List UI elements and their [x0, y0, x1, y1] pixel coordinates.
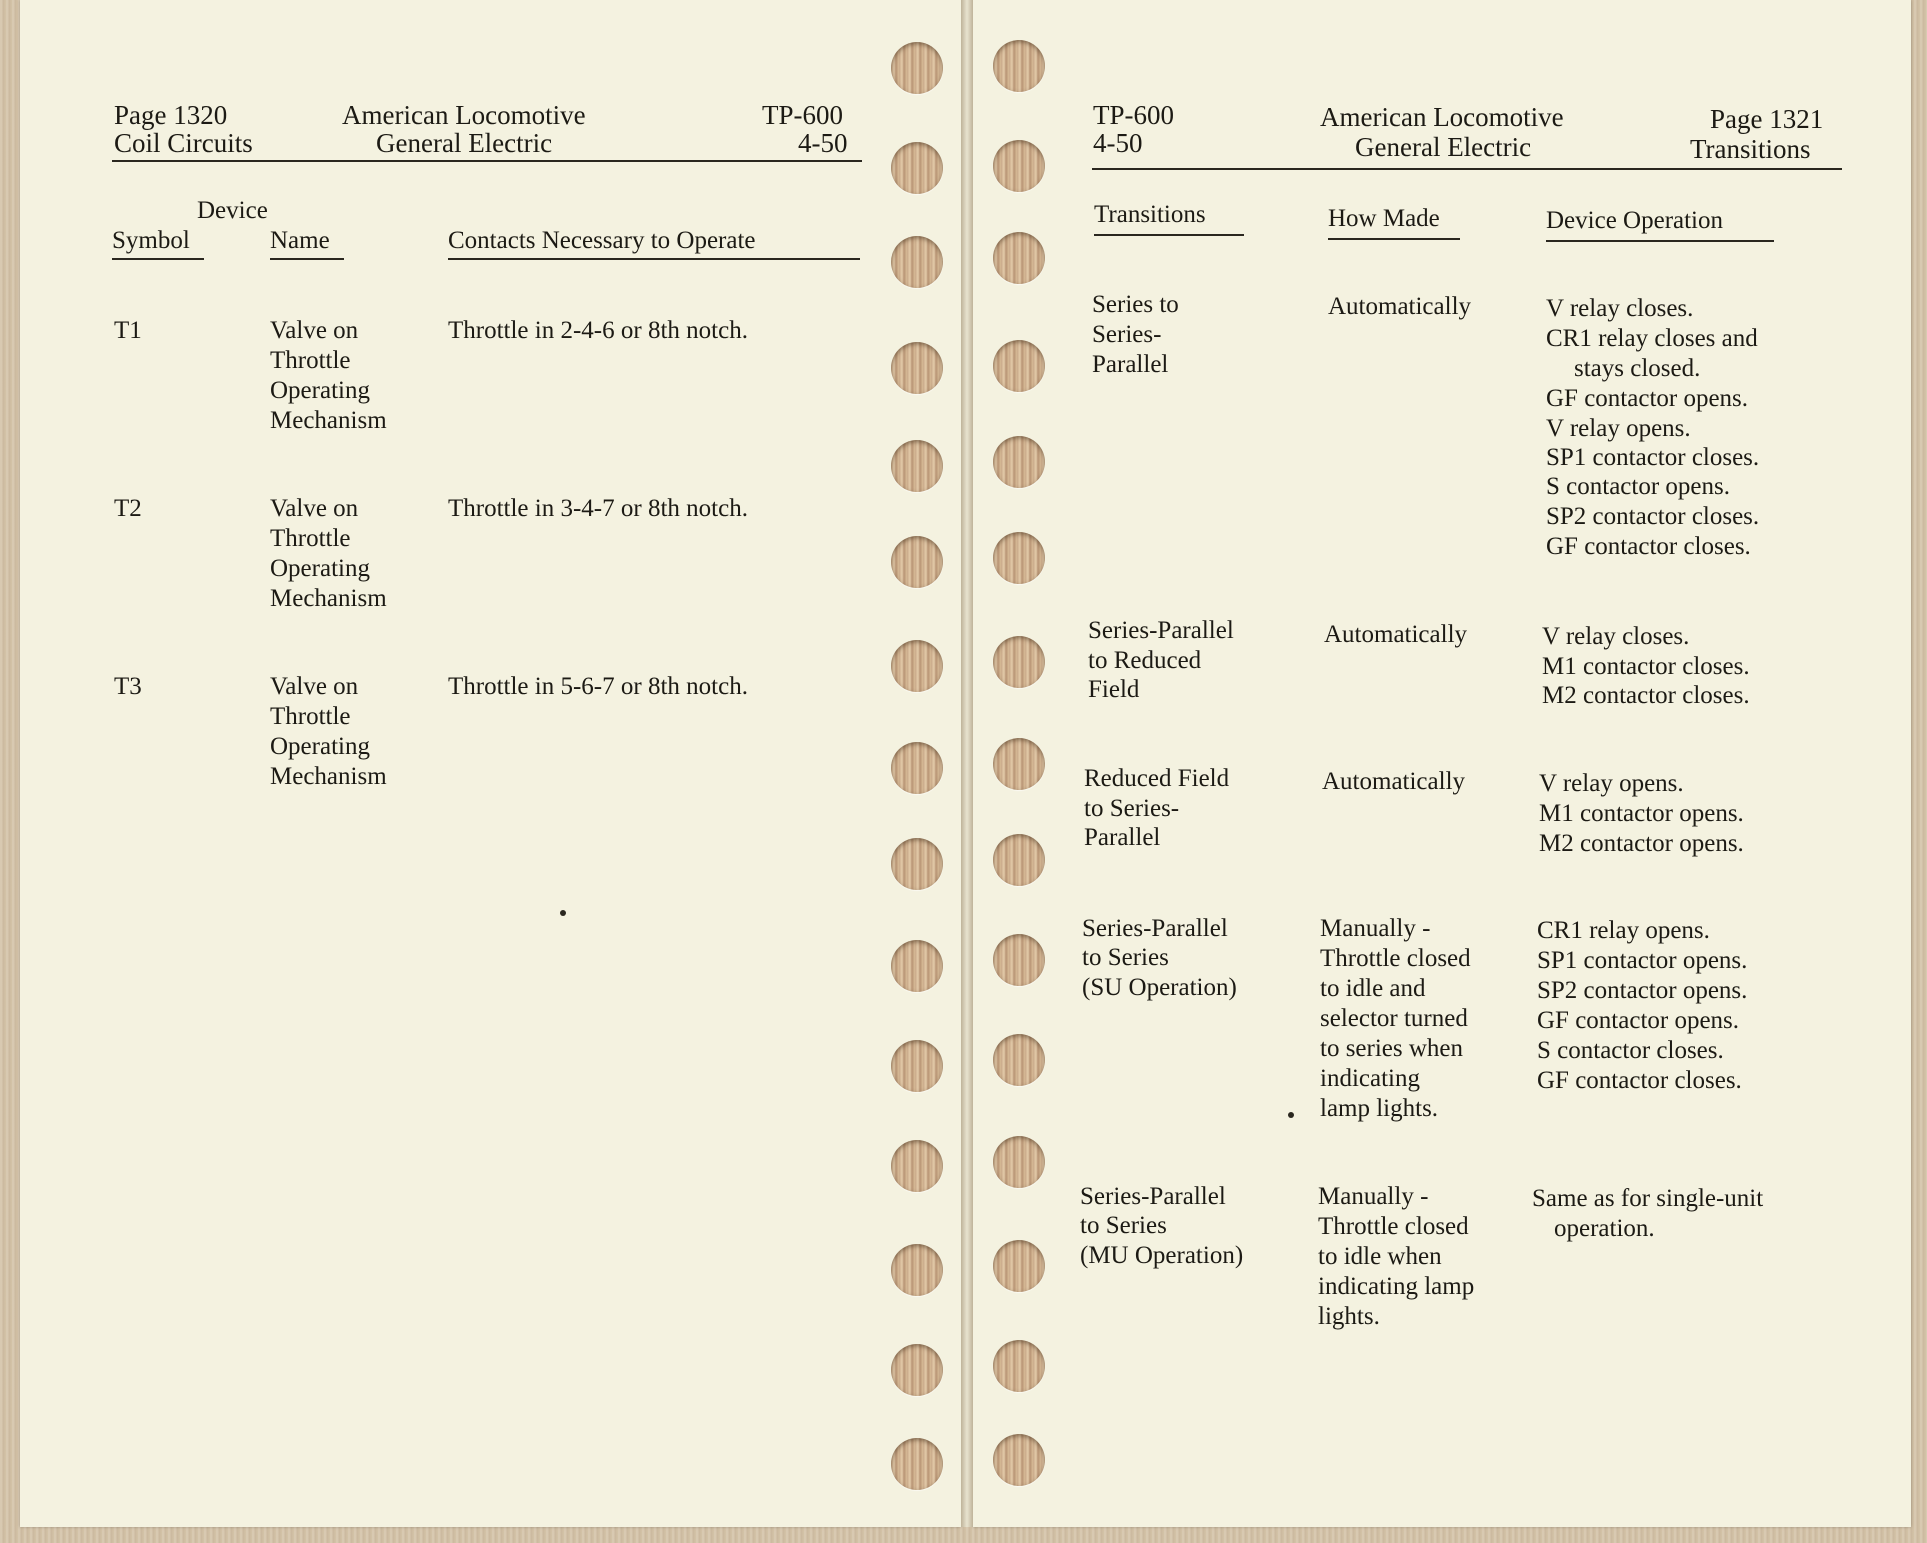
how-made-line: to idle and — [1320, 975, 1426, 1002]
operation-line: GF contactor closes. — [1537, 1067, 1742, 1094]
document-number: TP-600 — [762, 100, 843, 130]
transition-line: Series-Parallel — [1082, 915, 1228, 942]
column-device: Device — [197, 197, 268, 224]
transitions-underline — [1094, 234, 1244, 236]
how-made-line: indicating lamp — [1318, 1273, 1475, 1300]
transition-line: Field — [1088, 676, 1140, 703]
company-line-1: American Locomotive — [342, 100, 586, 130]
device-symbol: T1 — [114, 317, 142, 344]
how-made-line: Automatically — [1322, 768, 1466, 795]
device-name-line: Valve on — [270, 673, 359, 700]
binder-hole — [993, 40, 1045, 92]
transition-line: to Series — [1080, 1212, 1167, 1239]
binder-hole — [993, 340, 1045, 392]
binder-hole — [891, 1438, 943, 1490]
column-contacts: Contacts Necessary to Operate — [448, 227, 756, 254]
how-made-line: selector turned — [1320, 1005, 1468, 1032]
section-title: Transitions — [1690, 134, 1811, 164]
how-made-line: Throttle closed — [1318, 1213, 1469, 1240]
device-name-line: Operating — [270, 555, 370, 582]
transition-line: Series-Parallel — [1088, 617, 1234, 644]
section-title: Coil Circuits — [114, 128, 253, 158]
binder-hole — [891, 142, 943, 194]
operation-line: CR1 relay opens. — [1537, 917, 1710, 944]
binder-hole — [891, 42, 943, 94]
binder-hole — [891, 236, 943, 288]
transition-line: Series- — [1092, 321, 1162, 348]
device-name-line: Mechanism — [270, 763, 387, 790]
device-name-line: Mechanism — [270, 407, 387, 434]
binder-hole — [891, 940, 943, 992]
how-made-line: to idle when — [1318, 1243, 1442, 1270]
operation-line: operation. — [1554, 1215, 1655, 1242]
device-name-line: Mechanism — [270, 585, 387, 612]
device-name-line: Valve on — [270, 495, 359, 522]
transition-line: (MU Operation) — [1080, 1242, 1244, 1269]
binder-hole — [993, 1136, 1045, 1188]
operation-line: V relay opens. — [1539, 770, 1684, 797]
operation-line: stays closed. — [1574, 355, 1701, 382]
device-name-line: Operating — [270, 377, 370, 404]
binder-hole — [993, 532, 1045, 584]
binder-hole — [993, 1034, 1045, 1086]
header-rule — [112, 160, 862, 162]
device-name-line: Throttle — [270, 347, 351, 374]
page-number: Page 1321 — [1710, 104, 1824, 134]
binder-hole — [891, 1344, 943, 1396]
binder-hole — [891, 1140, 943, 1192]
binder-hole — [891, 536, 943, 588]
binder-hole — [993, 436, 1045, 488]
operation-line: SP1 contactor opens. — [1537, 947, 1748, 974]
operation-line: SP2 contactor opens. — [1537, 977, 1748, 1004]
binder-hole — [993, 934, 1045, 986]
column-name: Name — [270, 227, 330, 254]
operation-line: GF contactor opens. — [1537, 1007, 1740, 1034]
device-symbol: T2 — [114, 495, 142, 522]
device-name-line: Throttle — [270, 525, 351, 552]
ink-dot — [1288, 1112, 1294, 1118]
transition-line: Series to — [1092, 291, 1179, 318]
operation-line: M2 contactor opens. — [1539, 830, 1744, 857]
binder-hole — [993, 1340, 1045, 1392]
how-made-line: Automatically — [1324, 621, 1468, 648]
header-rule — [1092, 168, 1842, 170]
transition-line: Reduced Field — [1084, 765, 1230, 792]
binder-hole — [891, 838, 943, 890]
company-line-2: General Electric — [376, 128, 553, 158]
device-name-line: Operating — [270, 733, 370, 760]
binder-hole — [891, 640, 943, 692]
page-number: Page 1320 — [114, 100, 228, 130]
how-made-line: Automatically — [1328, 293, 1472, 320]
binder-hole — [993, 834, 1045, 886]
operation-line: GF contactor opens. — [1546, 385, 1749, 412]
how-made-line: to series when — [1320, 1035, 1464, 1062]
document-date: 4-50 — [1093, 128, 1143, 158]
contacts-text: Throttle in 3-4-7 or 8th notch. — [448, 495, 748, 522]
how-made-line: Manually - — [1320, 915, 1431, 942]
operation-line: Same as for single-unit — [1532, 1185, 1764, 1212]
operation-line: CR1 relay closes and — [1546, 325, 1758, 352]
operation-line: S contactor opens. — [1546, 473, 1730, 500]
ink-dot — [560, 910, 566, 916]
contacts-text: Throttle in 5-6-7 or 8th notch. — [448, 673, 748, 700]
document-number: TP-600 — [1093, 100, 1174, 130]
company-line-1: American Locomotive — [1320, 102, 1564, 132]
transition-line: to Series — [1082, 944, 1169, 971]
how-made-line: lights. — [1318, 1303, 1380, 1330]
binder-hole — [993, 738, 1045, 790]
column-device-operation: Device Operation — [1546, 207, 1724, 234]
device-operation-underline — [1546, 240, 1774, 242]
binder-hole — [993, 1434, 1045, 1486]
binder-hole — [891, 742, 943, 794]
transition-line: (SU Operation) — [1082, 974, 1237, 1001]
document-date: 4-50 — [798, 128, 848, 158]
operation-line: S contactor closes. — [1537, 1037, 1724, 1064]
how-made-line: lamp lights. — [1320, 1095, 1439, 1122]
operation-line: GF contactor closes. — [1546, 533, 1751, 560]
binder-hole — [891, 342, 943, 394]
how-made-underline — [1328, 238, 1460, 240]
device-name-line: Throttle — [270, 703, 351, 730]
operation-line: M1 contactor opens. — [1539, 800, 1744, 827]
operation-line: V relay closes. — [1546, 295, 1694, 322]
device-name-line: Valve on — [270, 317, 359, 344]
binder-hole — [993, 232, 1045, 284]
binder-hole — [993, 636, 1045, 688]
operation-line: SP1 contactor closes. — [1546, 444, 1760, 471]
operation-line: V relay closes. — [1542, 623, 1690, 650]
contacts-underline — [448, 258, 860, 260]
operation-line: M1 contactor closes. — [1542, 653, 1750, 680]
device-symbol: T3 — [114, 673, 142, 700]
transition-line: Parallel — [1092, 351, 1169, 378]
column-symbol: Symbol — [112, 227, 190, 254]
binding-gutter — [961, 0, 973, 1527]
operation-line: V relay opens. — [1546, 415, 1691, 442]
operation-line: M2 contactor closes. — [1542, 682, 1750, 709]
binder-hole — [891, 440, 943, 492]
binder-hole — [993, 1240, 1045, 1292]
column-transitions: Transitions — [1094, 201, 1206, 228]
transition-line: to Series- — [1084, 795, 1180, 822]
binder-hole — [993, 140, 1045, 192]
column-how-made: How Made — [1328, 205, 1440, 232]
transition-line: Parallel — [1084, 824, 1161, 851]
transition-line: to Reduced — [1088, 647, 1202, 674]
contacts-text: Throttle in 2-4-6 or 8th notch. — [448, 317, 748, 344]
company-line-2: General Electric — [1355, 132, 1532, 162]
how-made-line: indicating — [1320, 1065, 1420, 1092]
how-made-line: Throttle closed — [1320, 945, 1471, 972]
operation-line: SP2 contactor closes. — [1546, 503, 1760, 530]
symbol-underline — [112, 258, 204, 260]
binder-hole — [891, 1244, 943, 1296]
name-underline — [270, 258, 344, 260]
how-made-line: Manually - — [1318, 1183, 1429, 1210]
transition-line: Series-Parallel — [1080, 1183, 1226, 1210]
binder-hole — [891, 1040, 943, 1092]
